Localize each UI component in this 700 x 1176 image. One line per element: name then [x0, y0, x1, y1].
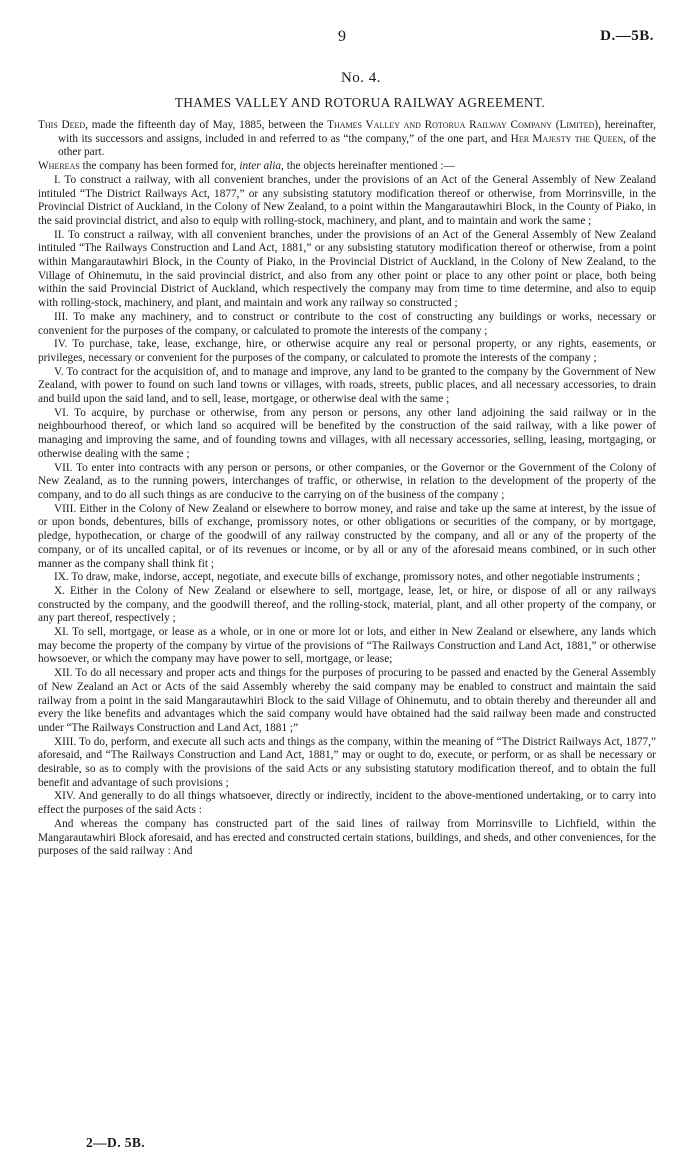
- deed-paragraph: [38, 119, 656, 160]
- whereas-label: Whereas: [38, 160, 80, 173]
- queen-party: Her Majesty the Queen,: [510, 132, 626, 145]
- whereas-text-1: the company has been formed for,: [79, 160, 240, 173]
- whereas-paragraph: [38, 160, 656, 174]
- object-clause-10: X. Either in the Colony of New Zealand or elsewhere to sell, mortgage, lease, let, or hire, or dispose of all or any railways constructed by the company, and the goodwill thereof, and the rolling-stock, material, plant, and all other property of the company, or any part thereof, respectively ;: [38, 584, 656, 625]
- object-clause-12: XII. To do all necessary and proper acts and things for the purposes of procuring to be passed and enacted by the General Assembly of New Zealand an Act or Acts of the said Assembly whereby the said company may be enabled to construct and maintain the said railway from a point in the said Mangarautawhiri Block to the said Village of Ohinemutu, and to obtain thereby and thereunder all and every the like benefits and advantages which the said company would have obtained had the said railway been made and constructed under “The Railways Construction and Land Act, 1881 ;”: [38, 667, 656, 734]
- object-clause-13: XIII. To do, perform, and execute all such acts and things as the company, within the meaning of “The District Railways Act, 1877,” aforesaid, and “The Railways Construction and Land Act, 1881,” may or ought to do, execute, or perform, or as shall be necessary or desirable, so as to comply with the provisions of the said Acts or any subsisting statutory modification thereof, and to obtain the full benefit and advantage of such provisions ;: [38, 735, 656, 789]
- agreement-number: No. 4.: [340, 70, 382, 86]
- inter-alia: inter alia,: [239, 160, 284, 173]
- object-clause-8: VIII. Either in the Colony of New Zealand or elsewhere to borrow money, and raise and take up the same at interest, by the issue of or upon bonds, debentures, bills of exchange, promissory notes, or other obligations or securities of the company, or by mortgage, pledge, hypothecation, or charge of the goodwill of any railway constructed by the company, and all or any of the property of the company, or of its uncalled capital, or of its revenues or income, or by all or any of the aforesaid means combined, or in such other manner as the company shall think fit ;: [38, 502, 656, 570]
- object-clause-6: VI. To acquire, by purchase or otherwise, from any person or persons, any other land adjoining the said railway or in the neighbourhood thereof, or which land so acquired will be benefited by the construction of the said railway, with a like power of managing and improving the same, and of founding towns and villages, with all necessary accessories, selling, leasing, mortgaging, or otherwise dealing with the same ;: [38, 406, 656, 460]
- object-clause-14: XIV. And generally to do all things whatsoever, directly or indirectly, incident to the above-mentioned undertaking, or to carry into effect the purposes of the said Acts :: [38, 790, 656, 817]
- agreement-title: THAMES VALLEY AND ROTORUA RAILWAY AGREEMENT.: [174, 95, 546, 110]
- this-deed-label: This Deed,: [38, 119, 89, 131]
- and-whereas-paragraph: And whereas the company has constructed part of the said lines of railway from Morrinsville to Lichfield, within the Mangarautawhiri Block aforesaid, and has erected and constructed certain stations, buildings, and sheds, and other conveniences, for the purposes of the said railway : And: [38, 817, 656, 858]
- deed-text-3: of the other part.: [58, 132, 656, 159]
- deed-text-2: hereinafter, with its successors and assigns, included in and referred to as “the company,” of the one part, and: [58, 119, 656, 145]
- object-clause-2: II. To construct a railway, with all convenient branches, under the provisions of an Act of the General Assembly of New Zealand intituled “The Railways Construction and Land Act, 1881,” or any subsisting statutory modification thereof or otherwise, from a point within Mangarautawhiri Block, in the County of Piako, in the Provincial District of Auckland, in the Colony of New Zealand, to the Village of Ohinemutu, in the said provincial district, and also from any other point or place to any other point or place, both being within the said Provincial District of Auckland, which respectively the company may from time to time determine, and also to equip with rolling-stock, machinery, and plant, and maintain and work any railway so constructed ;: [38, 228, 656, 310]
- document-reference: D.—5B.: [600, 28, 654, 44]
- document-body: [38, 119, 656, 859]
- page-number: 9: [338, 28, 346, 45]
- footer-signature-mark: 2—D. 5B.: [86, 1135, 146, 1150]
- whereas-text-2: the objects hereinafter mentioned :—: [283, 160, 455, 173]
- object-clause-9: IX. To draw, make, indorse, accept, negotiate, and execute bills of exchange, promissory notes, and other negotiable instruments ;: [54, 571, 641, 584]
- object-clause-5: V. To contract for the acquisition of, and to manage and improve, any land to be granted to the company by the Government of New Zealand, with power to found on such land towns or villages, with roads, streets, public places, and all necessary accessories, to drain and build upon the said land, and to sell, lease, mortgage, or otherwise deal with the same ;: [38, 365, 656, 406]
- object-clause-11: XI. To sell, mortgage, or lease as a whole, or in one or more lot or lots, and either in New Zealand or elsewhere, any lands which may become the property of the company by virtue of the provisions of “The Railways Construction and Land Act, 1881,” or otherwise howsoever, or which the company may have power to sell, mortgage, or lease;: [38, 626, 656, 666]
- object-clause-3: III. To make any machinery, and to construct or contribute to the cost of constructing any buildings or works, necessary or convenient for the purposes of the company, or calculated to promote the interests of the company ;: [38, 310, 656, 337]
- object-clause-7: VII. To enter into contracts with any person or persons, or other companies, or the Governor or the Government of the Colony of New Zealand, as to the running powers, interchanges of traffic, or otherwise, in relation to the development of the property of the company, and to do all such things as are conducive to the carrying on of the business of the company ;: [38, 461, 656, 501]
- object-clause-1: I. To construct a railway, with all convenient branches, under the provisions of an Act of the General Assembly of New Zealand intituled “The District Railways Act, 1877,” or any subsisting statutory modification thereof or otherwise, from Morrinsville, in the Provincial District of Auckland, in the Colony of New Zealand, to a point within the Mangarautawhiri Block, in the County of Piako, in the said provincial district, and also to equip with rolling-stock, machinery, and plant, and to maintain and work the same ;: [38, 173, 656, 227]
- page-header: [38, 22, 656, 44]
- object-clause-4: IV. To purchase, take, lease, exchange, hire, or otherwise acquire any real or personal property, or any rights, easements, or privileges, necessary or convenient for the purposes of the company, or calculated to promote the interests of the company ;: [38, 338, 656, 364]
- company-name: Thames Valley and Rotorua Railway Company (Limited),: [327, 119, 601, 131]
- deed-text-1: made the fifteenth day of May, 1885, between the: [88, 119, 328, 131]
